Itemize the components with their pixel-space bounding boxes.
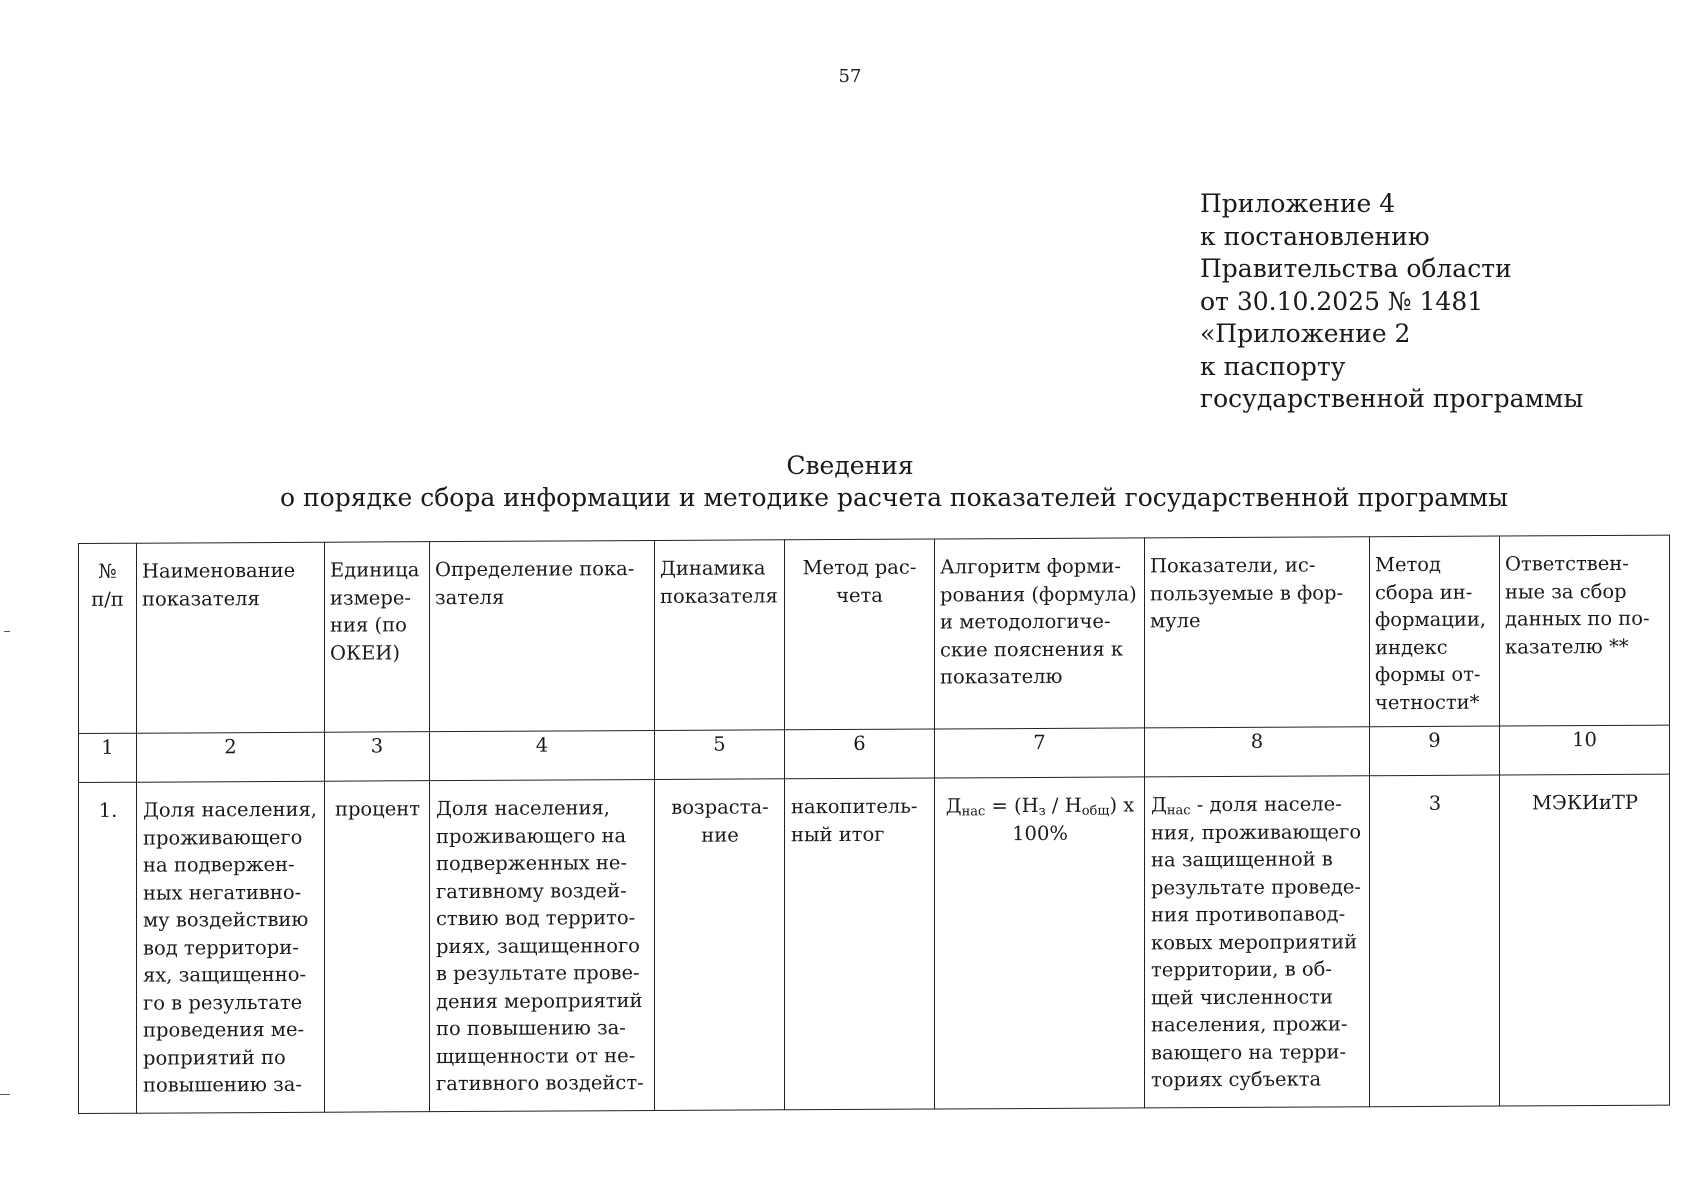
formula-subscript: общ <box>1081 803 1110 819</box>
header-line: формы от- <box>1375 662 1481 687</box>
column-number: 1 <box>79 733 137 782</box>
cell-line: - доля населе- <box>1190 792 1342 817</box>
header-line: казателю ** <box>1505 634 1629 659</box>
cell-line: гативного воздейст- <box>436 1071 644 1096</box>
indicators-table <box>78 535 1670 1114</box>
cell-line: роприятий по <box>143 1045 286 1070</box>
header-line: индекс <box>1375 635 1448 659</box>
appendix-line: от 30.10.2025 № 1481 <box>1200 286 1484 316</box>
collection-value: 3 <box>1428 791 1442 815</box>
formula-part: = (Н <box>985 793 1039 818</box>
cell-definition <box>430 779 655 1111</box>
header-collection <box>1370 536 1500 727</box>
cell-responsible <box>1500 774 1670 1106</box>
cell-line: на подвержен- <box>143 852 295 877</box>
header-line: Ответствен- <box>1505 551 1629 576</box>
cell-line: повышению за- <box>143 1072 302 1097</box>
cell-line: населения, прожи- <box>1151 1012 1348 1037</box>
header-line: сбора ин- <box>1375 580 1473 604</box>
column-number: 10 <box>1500 725 1670 775</box>
cell-line: щищенности от не- <box>436 1043 636 1068</box>
cell-line: проведения ме- <box>143 1017 305 1042</box>
cell-line: результате проведе- <box>1151 874 1361 899</box>
formula-part: Д <box>1151 793 1167 817</box>
column-number: 9 <box>1370 726 1500 776</box>
formula-part: / Н <box>1045 793 1082 817</box>
cell-line: возраста- <box>671 795 769 819</box>
cell-dynamics <box>655 779 785 1111</box>
cell-collection <box>1370 775 1500 1107</box>
appendix-line: Правительства области <box>1200 254 1512 283</box>
formula <box>935 777 1144 847</box>
cell-line: накопитель- <box>791 794 918 819</box>
formula-part: 100% <box>1012 821 1068 845</box>
scan-margin-mark <box>4 631 10 632</box>
cell-line: риях, защищенного <box>436 933 640 958</box>
page-number: 57 <box>838 66 862 87</box>
column-number: 2 <box>137 732 325 782</box>
cell-line: ние <box>701 823 739 847</box>
table-header-row <box>79 535 1670 733</box>
cell-line: Доля населения, <box>143 797 317 822</box>
column-number-row <box>79 725 1670 782</box>
cell-line: по повышению за- <box>436 1016 626 1041</box>
row-number: 1. <box>98 798 118 822</box>
header-line: Динамика <box>660 556 766 580</box>
cell-line: в результате прове- <box>436 961 640 986</box>
header-line: чета <box>836 583 883 607</box>
column-number: 8 <box>1145 727 1370 777</box>
appendix-line: к постановлению <box>1200 221 1430 251</box>
formula-part: Д <box>945 794 962 818</box>
appendix-line: «Приложение 2 <box>1200 319 1411 348</box>
header-line: Метод <box>1375 552 1442 577</box>
header-line: показателю <box>940 664 1063 689</box>
cell-unit <box>325 781 430 1113</box>
header-line: зателя <box>435 585 505 609</box>
table-row <box>79 774 1670 1113</box>
column-number: 7 <box>935 728 1145 778</box>
header-line: № <box>98 559 117 583</box>
header-line: четности* <box>1375 690 1480 714</box>
document-title <box>280 450 1508 514</box>
header-line: измере- <box>330 585 411 610</box>
header-line: Определение пока- <box>435 557 635 582</box>
header-line: п/п <box>91 587 124 611</box>
header-line: ские пояснения к <box>940 637 1124 661</box>
cell-line: Доля населения, <box>436 796 610 821</box>
header-num <box>79 543 137 733</box>
cell-line: ях, защищенно- <box>143 962 307 987</box>
header-line: Наименование <box>142 558 296 583</box>
cell-line: ния противопавод- <box>1151 902 1346 927</box>
header-line: ные за сбор <box>1505 579 1627 604</box>
cell-line: гативному воздей- <box>436 878 627 903</box>
responsible-value: МЭКИиТР <box>1531 790 1639 815</box>
column-number: 3 <box>325 732 430 782</box>
cell-line: ный итог <box>791 822 885 846</box>
unit-value: процент <box>334 797 421 821</box>
cell-algorithm <box>935 777 1145 1109</box>
cell-line: ториях субъекта <box>1151 1067 1322 1092</box>
header-line: формации, <box>1375 607 1487 632</box>
header-unit <box>325 542 430 733</box>
column-number: 6 <box>785 729 935 779</box>
header-method <box>785 539 935 730</box>
column-number: 4 <box>430 730 655 780</box>
header-line: показателя <box>142 586 260 611</box>
header-line: показателя <box>660 583 778 608</box>
header-dynamics <box>655 540 785 731</box>
formula-subscript: з <box>1038 803 1046 819</box>
header-line: ния (по <box>330 613 407 637</box>
appendix-note <box>1200 188 1620 416</box>
title-line: о порядке сбора информации и методике расчета показателей государственной программы <box>280 483 1508 512</box>
cell-line: ковых мероприятий <box>1151 929 1358 954</box>
header-algorithm <box>935 538 1145 729</box>
formula-part: ) х <box>1109 793 1135 817</box>
cell-name <box>137 781 325 1113</box>
formula-subscript: нас <box>1166 803 1191 819</box>
cell-num <box>79 782 137 1113</box>
cell-line: дения мероприятий <box>436 988 643 1013</box>
cell-line: территории, в об- <box>1151 957 1332 982</box>
header-line: Показатели, ис- <box>1150 553 1316 578</box>
header-line: муле <box>1150 609 1201 633</box>
cell-line: го в результате <box>143 990 303 1015</box>
formula-subscript: нас <box>961 804 986 820</box>
header-line: рования (формула) <box>940 581 1137 606</box>
cell-line: ствию вод террито- <box>436 906 636 931</box>
cell-line: му воздействию <box>143 907 309 932</box>
cell-line: ных негативно- <box>143 880 302 905</box>
cell-line: щей численности <box>1151 984 1334 1009</box>
cell-line: на защищенной в <box>1151 847 1333 872</box>
cell-method <box>785 778 935 1110</box>
cell-line: вод территори- <box>143 935 299 960</box>
cell-indicators <box>1145 776 1370 1108</box>
appendix-line: государственной программы <box>1200 384 1584 413</box>
header-line: Метод рас- <box>802 555 917 580</box>
appendix-line: Приложение 4 <box>1200 189 1396 218</box>
column-number: 5 <box>655 730 785 780</box>
header-line: данных по по- <box>1505 606 1650 631</box>
header-definition <box>430 540 655 731</box>
header-name <box>137 542 325 733</box>
title-line: Сведения <box>786 451 914 480</box>
header-line: пользуемые в фор- <box>1150 580 1344 605</box>
cell-line: проживающего на <box>436 823 627 848</box>
cell-line: ния, проживающего <box>1151 819 1362 844</box>
header-line: Алгоритм форми- <box>940 554 1121 579</box>
header-indicators <box>1145 537 1370 728</box>
cell-line: проживающего <box>143 825 303 850</box>
header-responsible <box>1500 535 1670 726</box>
cell-line: подверженных не- <box>436 851 628 876</box>
scan-margin-mark <box>0 1094 10 1095</box>
appendix-line: к паспорту <box>1200 351 1346 381</box>
header-line: ОКЕИ) <box>330 640 400 665</box>
header-line: Единица <box>330 558 420 582</box>
cell-line: вающего на терри- <box>1151 1039 1347 1064</box>
header-line: и методологиче- <box>940 609 1111 634</box>
